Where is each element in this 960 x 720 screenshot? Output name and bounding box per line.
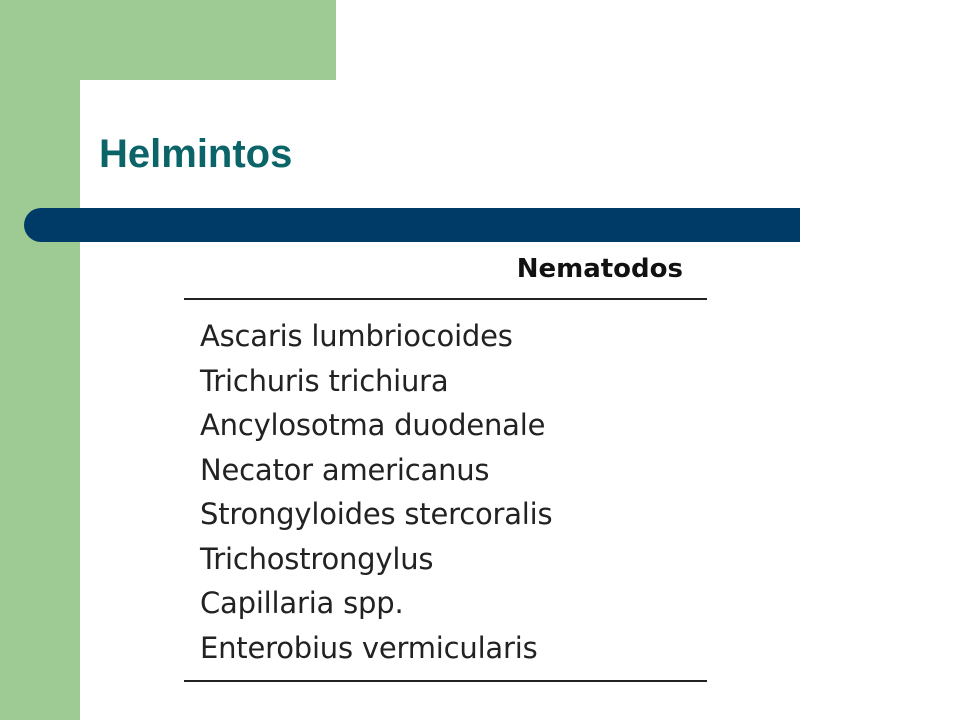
list-item: Necator americanus xyxy=(200,452,490,487)
table-list xyxy=(184,300,707,682)
decorative-side-bar xyxy=(0,0,80,720)
list-item: Ascaris lumbriocoides xyxy=(200,319,513,353)
list-item: Enterobius vermicularis xyxy=(200,630,538,665)
list-item: Strongyloides stercoralis xyxy=(200,497,553,531)
list-item: Trichostrongylus xyxy=(200,541,434,576)
list-item: Trichuris trichiura xyxy=(200,363,449,398)
decorative-corner-curve xyxy=(80,80,128,128)
slide-title: Helmintos xyxy=(99,132,293,176)
list-item: Ancylosotma duodenale xyxy=(200,408,546,442)
nematodes-table xyxy=(184,248,707,682)
table-header: Nematodos xyxy=(184,248,707,300)
decorative-top-block xyxy=(80,0,336,80)
list-item: Capillaria spp. xyxy=(200,586,404,620)
title-underline-bar xyxy=(24,208,800,242)
